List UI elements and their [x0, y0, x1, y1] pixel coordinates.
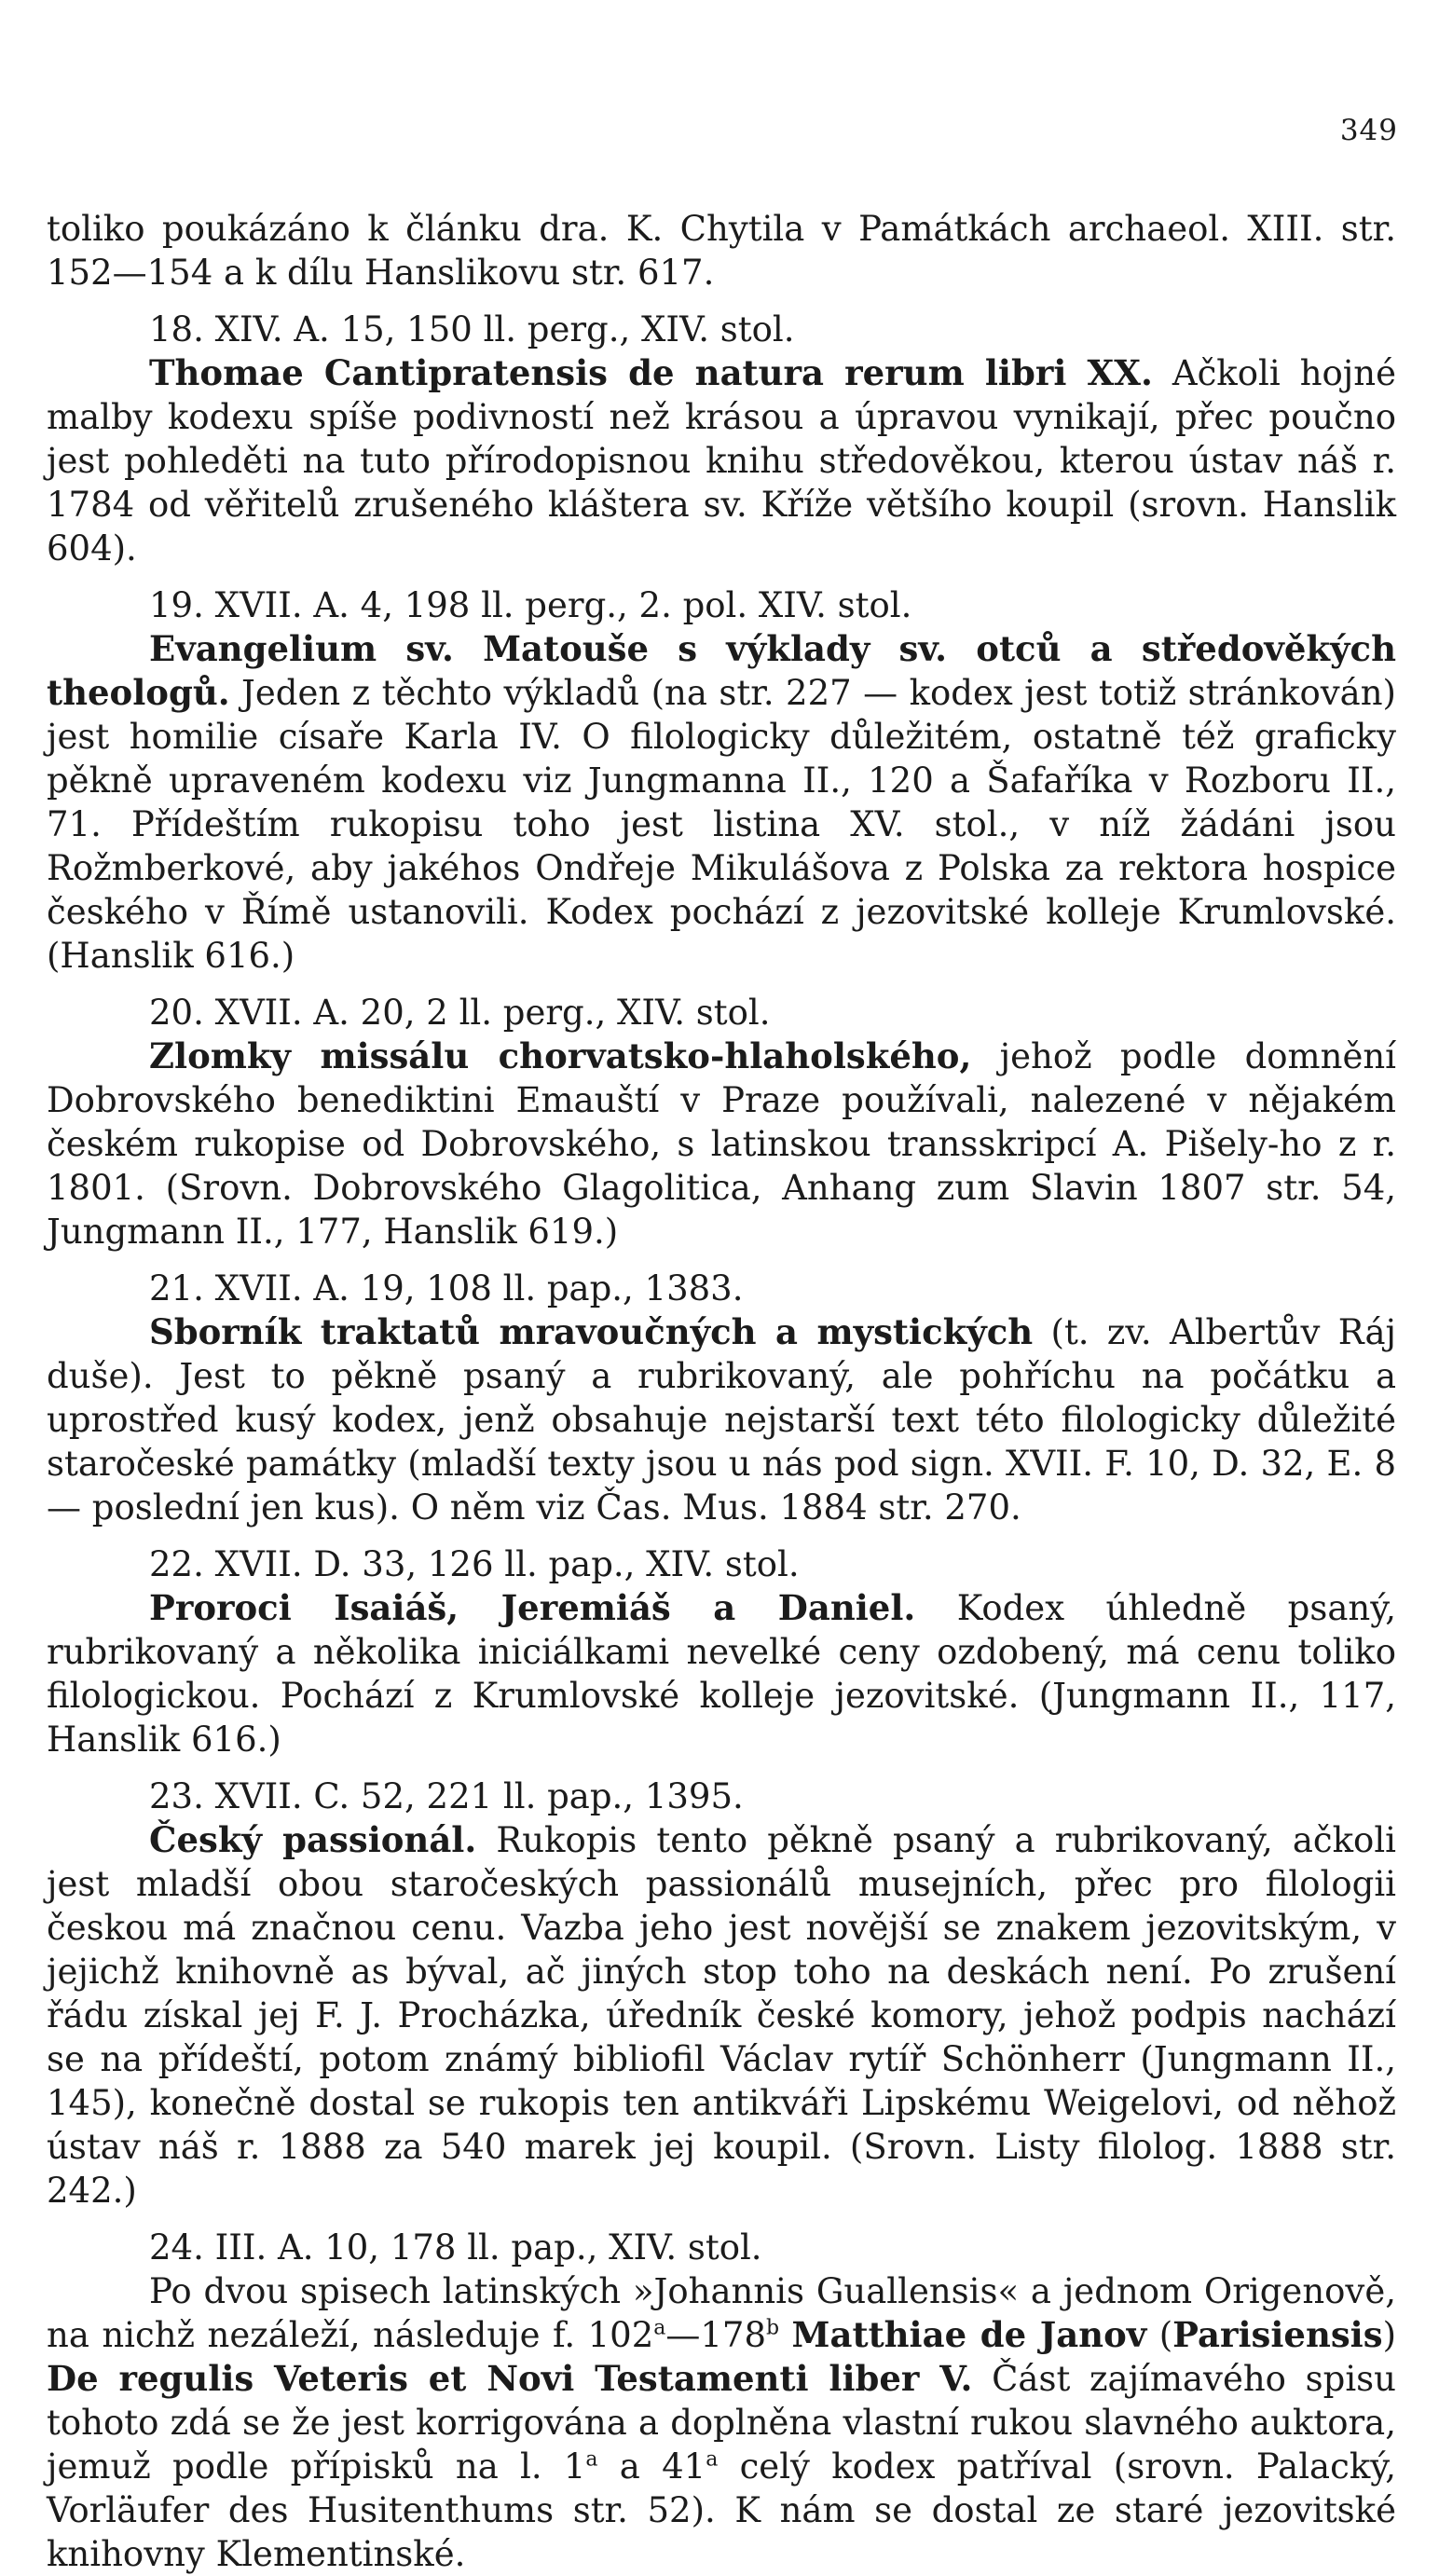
entry-body: celý kodex patříval (srovn. Palacký, Vorläufer des Husitenthums str. 52). K nám se dostal ze staré jezovitské knihovny Klementinské.	[47, 2446, 1396, 2574]
folio-superscript: b	[765, 2316, 780, 2340]
entry-heading: 21. XVII. A. 19, 108 ll. pap., 1383.	[149, 1268, 744, 1309]
entry-body: (	[1146, 2315, 1173, 2355]
entry-text	[47, 2269, 1396, 2576]
entry-body: Rukopis tento pěkně psaný a rubrikovaný, ačkoli jest mladší obou staročeských passionálů musejních, přec pro filologii českou má značnou cenu. Vazba jeho jest novější se znakem jezovitským, v jejichž knihovně as býval, ač jiných stop toho na deskách není. Po zrušení řádu získal jej F. J. Procházka, úředník české komory, jehož podpis nachází se na přídeští, potom známý bibliofil Václav rytíř Schönherr (Jungmann II., 145), konečně dostal se rukopis ten antikváři Lipskému Weigelovi, od něhož ústav náš r. 1888 za 540 marek jej koupil. (Srovn. Listy filolog. 1888 str. 242.)	[47, 1820, 1396, 2211]
entry-body: —178	[665, 2315, 766, 2355]
entry-text	[47, 351, 1396, 570]
entry-title: Parisiensis	[1172, 2314, 1383, 2355]
entry-title: De regulis Veteris et Novi Testamenti liber V.	[47, 2358, 973, 2399]
intro-paragraph: toliko poukázáno k článku dra. K. Chytila v Památkách archaeol. XIII. str. 152—154 a k dílu Hanslikovu str. 617.	[47, 209, 1396, 293]
entry-text	[47, 1586, 1396, 1761]
folio-superscript: a	[706, 2447, 719, 2472]
entry-body: (t. zv. Albertův Ráj duše). Jest to pěkně psaný a rubrikovaný, ale pohříchu na počátku a uprostřed kusý kodex, jenž obsahuje nejstarší text této filologicky důležité staročeské památky (mladší texty jsou u nás pod sign. XVII. F. 10, D. 32, E. 8 — poslední jen kus). O něm viz Čas. Mus. 1884 str. 270.	[47, 1312, 1396, 1528]
entry-title: Český passionál.	[149, 1819, 477, 1860]
entry-heading: 23. XVII. C. 52, 221 ll. pap., 1395.	[149, 1776, 744, 1816]
entry-heading: 19. XVII. A. 4, 198 ll. perg., 2. pol. XIV. stol.	[149, 585, 912, 625]
entry-body: Ačkoli hojné malby kodexu spíše podivností než krásou a úpravou vynikají, přec poučno jest pohleděti na tuto přírodopisnou knihu středověkou, kterou ústav náš r. 1784 od věřitelů zrušeného kláštera sv. Kříže většího koupil (srovn. Hanslik 604).	[47, 353, 1396, 569]
entry-text	[47, 627, 1396, 978]
entry-heading: 18. XIV. A. 15, 150 ll. perg., XIV. stol.	[149, 309, 795, 349]
page-number: 349	[1339, 114, 1398, 147]
entry-body: )	[1382, 2315, 1397, 2355]
entry-18	[47, 308, 1396, 570]
entry-title: Thomae Cantipratensis de natura rerum libri XX.	[149, 352, 1153, 393]
page-text	[47, 207, 1396, 2576]
entry-body: jehož podle domnění Dobrovského benediktini Emauští v Praze používali, nalezené v nějakém českém rukopise od Dobrovského, s latinskou transskripcí A. Pišely-ho z r. 1801. (Srovn. Dobrovského Glagolitica, Anhang zum Slavin 1807 str. 54, Jungmann II., 177, Hanslik 619.)	[47, 1036, 1397, 1252]
entry-body: Kodex úhledně psaný, rubrikovaný a několika iniciálkami nevelké ceny ozdobený, má cenu toliko filologickou. Pochází z Krumlovské kolleje jezovitské. (Jungmann II., 117, Hanslik 616.)	[47, 1588, 1396, 1760]
entry-text	[47, 1310, 1396, 1529]
entry-22	[47, 1542, 1396, 1761]
entry-title: Sborník traktatů mravoučných a mystických	[149, 1311, 1034, 1352]
entry-body: a 41	[597, 2446, 706, 2487]
entry-heading: 20. XVII. A. 20, 2 ll. perg., XIV. stol.	[149, 993, 771, 1033]
entry-text	[47, 1035, 1396, 1254]
folio-superscript: a	[653, 2316, 666, 2340]
folio-superscript: a	[585, 2447, 598, 2472]
entry-19	[47, 583, 1396, 978]
entry-title: Proroci Isaiáš, Jeremiáš a Daniel.	[149, 1587, 916, 1628]
entry-body: Část zajímavého spisu tohoto zdá se že jest korrigována a doplněna vlastní rukou slavného auktora, jemuž podle přípisků na l. 1	[47, 2359, 1396, 2487]
entry-24	[47, 2226, 1396, 2576]
entry-body: Po dvou spisech latinských »Johannis Guallensis« a jednom Origenově, na nichž nezáleží, následuje f. 102	[47, 2271, 1396, 2355]
entry-21	[47, 1267, 1396, 1529]
entry-title: Matthiae de Janov	[791, 2314, 1147, 2355]
entry-text	[47, 1818, 1396, 2213]
entry-23	[47, 1774, 1396, 2213]
entry-title: Evangelium sv. Matouše s výklady sv. otců a středověkých theologů.	[47, 628, 1396, 713]
entry-heading: 22. XVII. D. 33, 126 ll. pap., XIV. stol.	[149, 1544, 800, 1584]
entry-heading: 24. III. A. 10, 178 ll. pap., XIV. stol.	[149, 2227, 762, 2268]
entry-20	[47, 991, 1396, 1254]
entry-title: Zlomky missálu chorvatsko-hlaholského,	[149, 1035, 972, 1076]
entry-body: Jeden z těchto výkladů (na str. 227 — kodex jest totiž stránkován) jest homilie císaře Karla IV. O filologicky důležitém, ostatně též graficky pěkně upraveném kodexu viz Jungmanna II., 120 a Šafaříka v Rozboru II., 71. Přídeštím rukopisu toho jest listina XV. stol., v níž žádáni jsou Rožmberkové, aby jakéhos Ondřeje Mikulášova z Polska za rektora hospice českého v Římě ustanovili. Kodex pochází z jezovitské kolleje Krumlovské. (Hanslik 616.)	[47, 673, 1396, 976]
